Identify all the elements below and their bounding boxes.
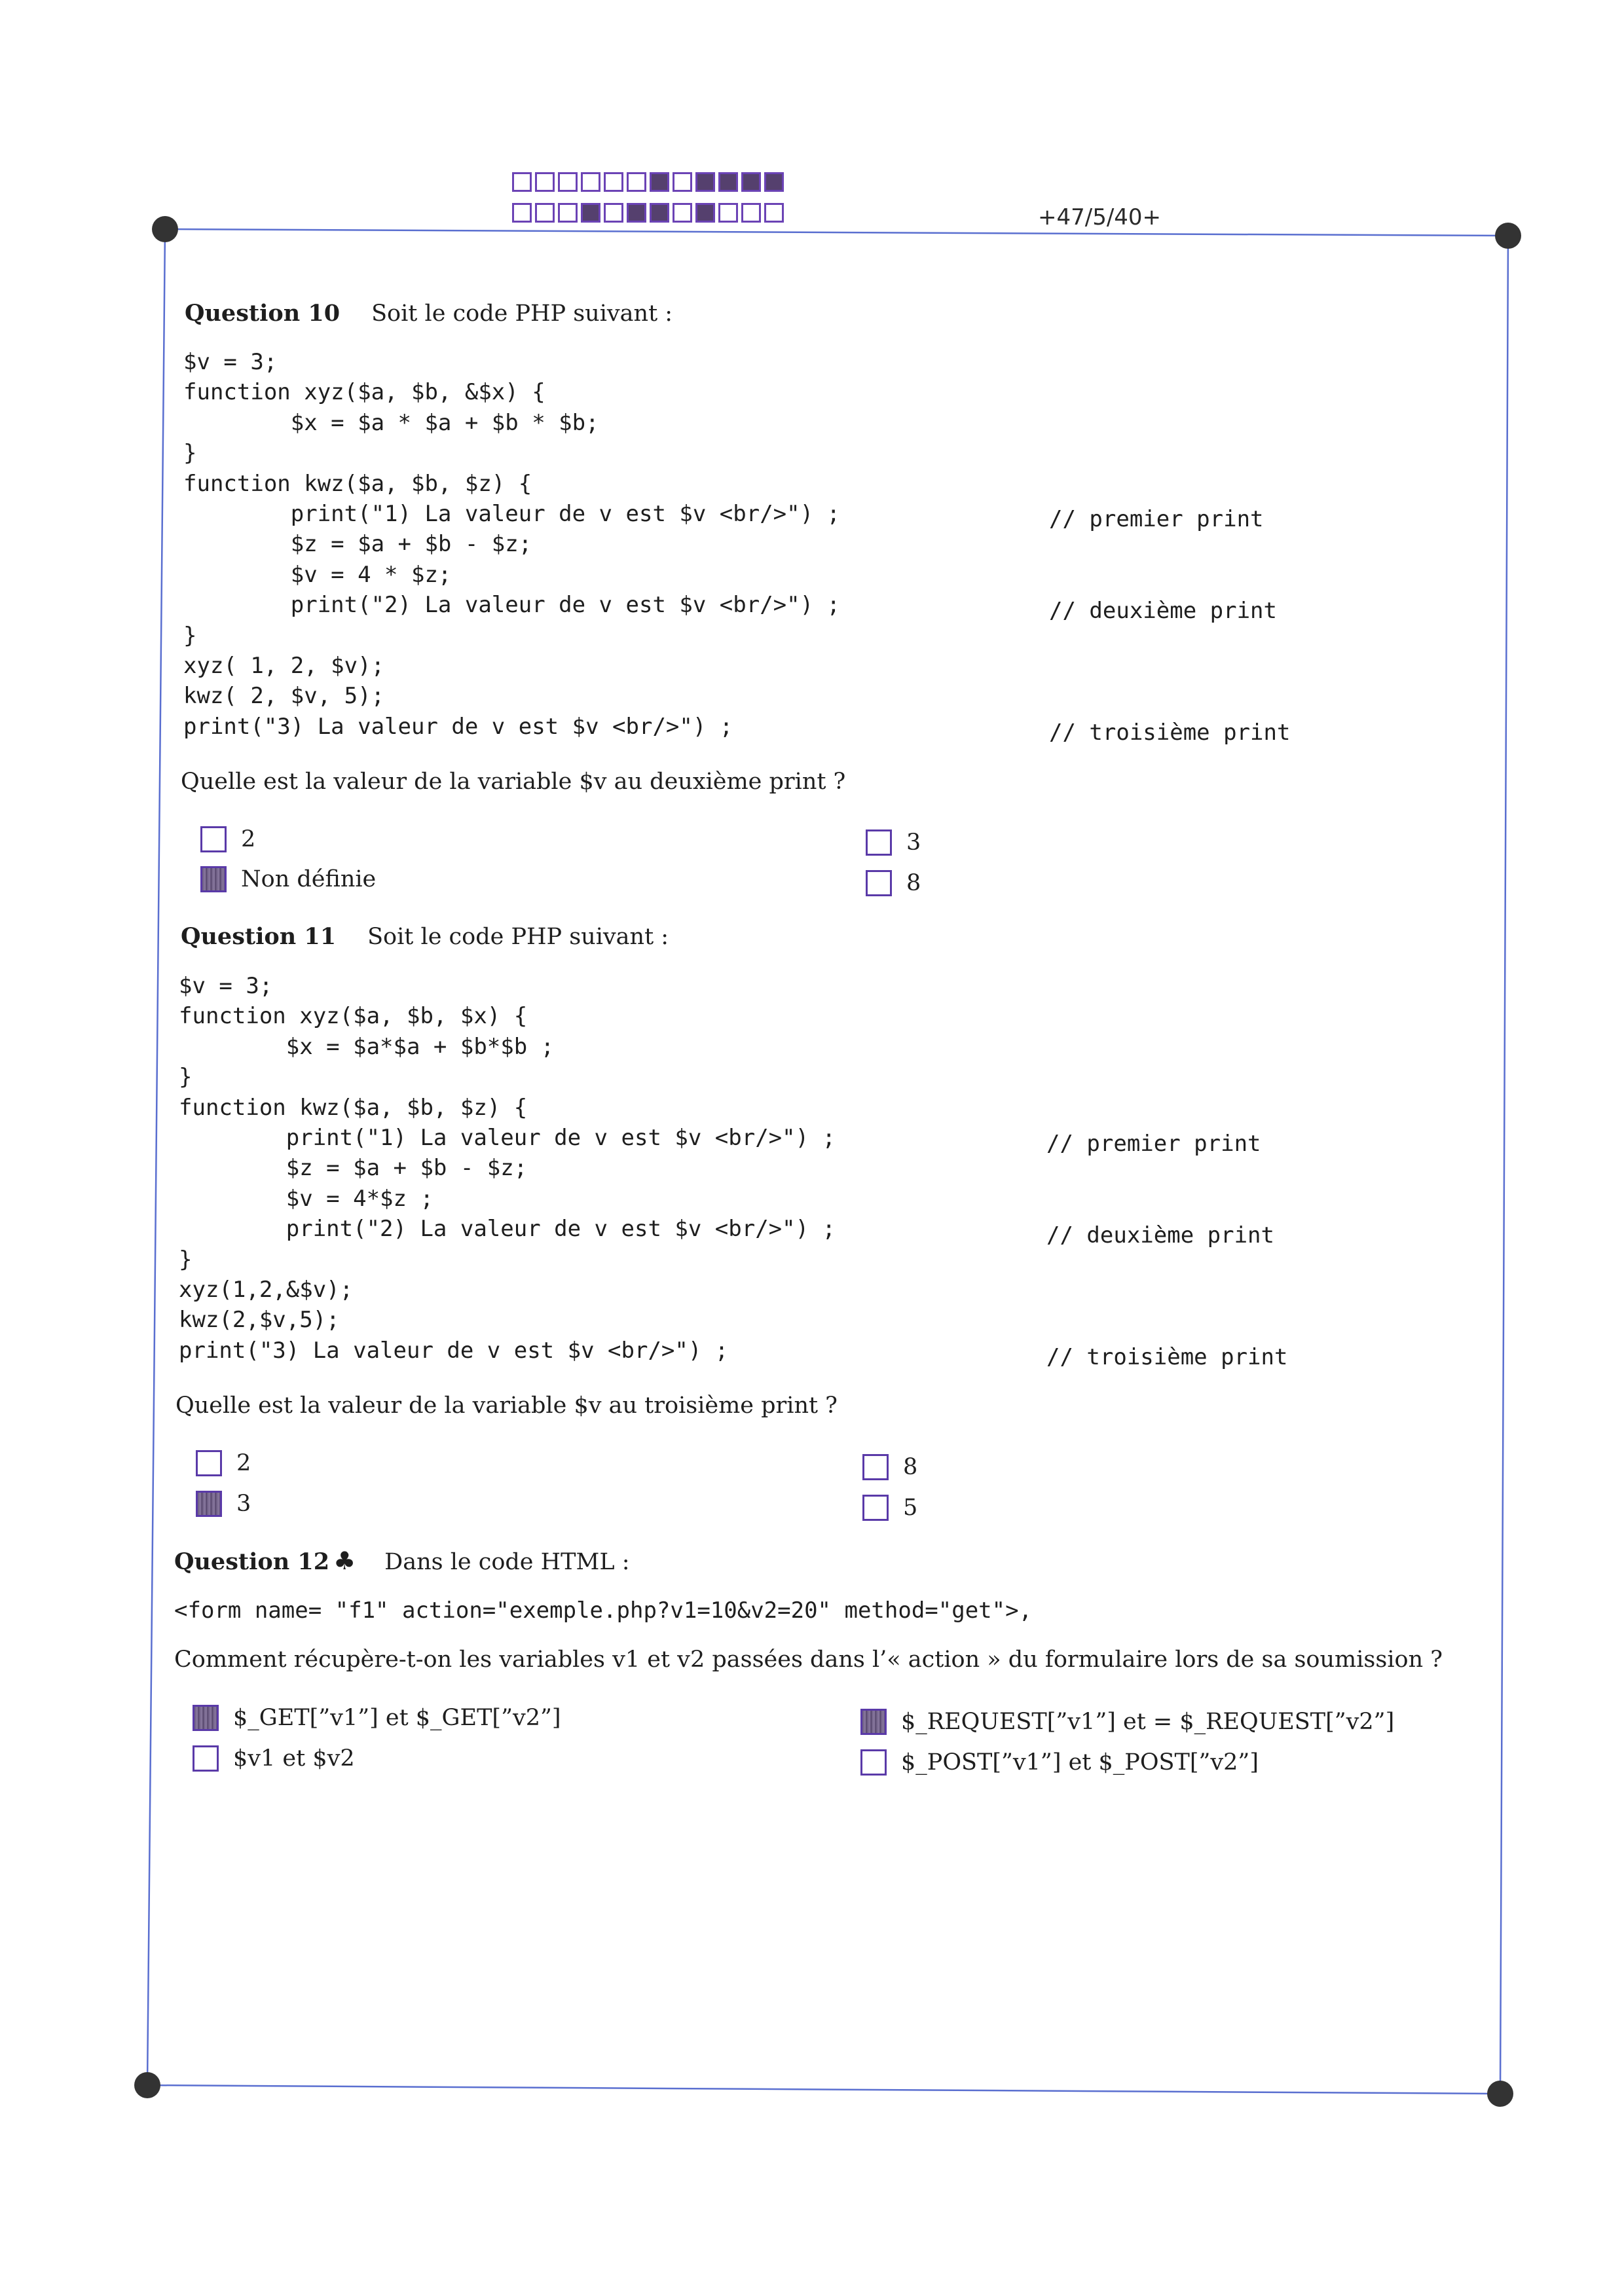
code-cell-empty	[604, 172, 623, 192]
question-12-answer-4[interactable]	[860, 1749, 1259, 1776]
code-cell-filled	[695, 203, 715, 223]
code-cell-empty	[512, 203, 532, 223]
question-12-prompt: Dans le code HTML :	[384, 1549, 630, 1575]
checkbox[interactable]	[866, 870, 892, 896]
answer-label: $_GET[”v1”] et $_GET[”v2”]	[233, 1705, 561, 1731]
question-12-answer-2[interactable]	[193, 1745, 355, 1772]
code-line: print("1) La valeur de v est $v <br/>") ;	[179, 1125, 836, 1152]
corner-mark-top-left	[152, 216, 178, 242]
code-line: print("2) La valeur de v est $v <br/>") ;	[183, 592, 841, 619]
answer-label: 3	[236, 1491, 251, 1517]
answer-label: Non définie	[241, 866, 377, 892]
question-12-question: Comment récupère-t-on les variables v1 et v2 passées dans l’« action » du formulaire lors de sa soumission ?	[174, 1647, 1443, 1673]
code-cell-empty	[718, 203, 738, 223]
code-line: kwz( 2, $v, 5);	[183, 683, 385, 710]
question-10-comment-1: // premier print	[1049, 506, 1264, 532]
code-line: $v = 3;	[183, 349, 278, 375]
question-10-prompt: Soit le code PHP suivant :	[371, 301, 673, 327]
id-code-row-2	[512, 203, 787, 223]
answer-label: 8	[906, 870, 921, 896]
checkbox[interactable]	[193, 1745, 219, 1772]
question-11-code	[179, 971, 836, 1366]
checkbox[interactable]	[862, 1495, 889, 1521]
code-cell-filled	[741, 172, 761, 192]
checkbox-checked[interactable]	[200, 866, 227, 892]
code-line: function xyz($a, $b, &$x) {	[183, 379, 545, 406]
code-cell-empty	[558, 172, 578, 192]
code-cell-empty	[535, 172, 555, 192]
code-line: $v = 4*$z ;	[179, 1185, 434, 1212]
checkbox[interactable]	[196, 1450, 222, 1476]
code-cell-empty	[581, 172, 600, 192]
question-10-comment-3: // troisième print	[1049, 720, 1291, 746]
checkbox-checked[interactable]	[196, 1491, 222, 1517]
id-code-row-1	[512, 172, 787, 192]
answer-label: 8	[903, 1454, 918, 1480]
code-line: $v = 4 * $z;	[183, 561, 452, 588]
code-line: $z = $a + $b - $z;	[179, 1155, 528, 1182]
code-cell-empty	[741, 203, 761, 223]
code-line: function xyz($a, $b, $x) {	[179, 1003, 528, 1030]
question-10-answer-2[interactable]	[200, 866, 376, 892]
code-cell-filled	[718, 172, 738, 192]
checkbox[interactable]	[860, 1749, 887, 1776]
code-line: $x = $a * $a + $b * $b;	[183, 409, 599, 436]
question-11-answer-1[interactable]	[196, 1450, 251, 1476]
answer-label: 5	[903, 1495, 918, 1521]
code-line: }	[183, 622, 197, 649]
code-cell-filled	[650, 203, 669, 223]
corner-mark-top-right	[1495, 223, 1521, 249]
club-icon: ♣	[333, 1546, 356, 1575]
answer-label: $v1 et $v2	[233, 1745, 355, 1772]
question-11-header	[181, 923, 669, 950]
code-line: print("3) La valeur de v est $v <br/>") ;	[179, 1337, 729, 1364]
question-12-answer-1[interactable]	[193, 1705, 561, 1731]
question-11-prompt: Soit le code PHP suivant :	[367, 924, 669, 950]
code-line: xyz( 1, 2, $v);	[183, 653, 385, 680]
question-11-answer-3[interactable]	[862, 1454, 917, 1480]
checkbox-checked[interactable]	[193, 1705, 219, 1731]
question-12-header	[174, 1546, 630, 1575]
question-11-comment-3: // troisième print	[1046, 1344, 1288, 1370]
code-cell-empty	[558, 203, 578, 223]
code-cell-empty	[764, 203, 784, 223]
code-cell-filled	[650, 172, 669, 192]
question-10-number: Question 10	[185, 300, 341, 327]
code-line: }	[179, 1064, 193, 1091]
page-id: +47/5/40+	[1038, 204, 1162, 230]
question-11-number: Question 11	[181, 923, 337, 950]
code-cell-filled	[695, 172, 715, 192]
code-line: xyz(1,2,&$v);	[179, 1277, 354, 1303]
code-line: function kwz($a, $b, $z) {	[183, 470, 532, 497]
corner-mark-bottom-right	[1487, 2081, 1513, 2107]
code-cell-filled	[627, 203, 646, 223]
question-11-comment-1: // premier print	[1046, 1131, 1261, 1157]
code-cell-empty	[535, 203, 555, 223]
answer-label: 2	[241, 826, 256, 852]
answer-label: 3	[906, 829, 921, 856]
corner-mark-bottom-left	[134, 2072, 160, 2098]
checkbox[interactable]	[866, 829, 892, 856]
checkbox-checked[interactable]	[860, 1709, 887, 1735]
checkbox[interactable]	[862, 1454, 889, 1480]
answer-label: $_REQUEST[”v1”] et = $_REQUEST[”v2”]	[901, 1709, 1395, 1735]
code-line: $x = $a*$a + $b*$b ;	[179, 1033, 555, 1060]
question-10-comment-2: // deuxième print	[1049, 598, 1277, 624]
code-line: kwz(2,$v,5);	[179, 1307, 340, 1334]
question-10-answer-3[interactable]	[866, 829, 921, 856]
code-cell-empty	[604, 203, 623, 223]
code-cell-filled	[581, 203, 600, 223]
code-line: $z = $a + $b - $z;	[183, 531, 532, 558]
code-cell-empty	[673, 203, 692, 223]
question-10-answer-4[interactable]	[866, 870, 921, 896]
code-line: $v = 3;	[179, 973, 273, 999]
code-cell-empty	[512, 172, 532, 192]
code-line: }	[183, 440, 197, 467]
checkbox[interactable]	[200, 826, 227, 852]
question-11-answer-4[interactable]	[862, 1495, 917, 1521]
code-line: print("1) La valeur de v est $v <br/>") ;	[183, 501, 841, 528]
code-line: function kwz($a, $b, $z) {	[179, 1094, 528, 1121]
question-11-comment-2: // deuxième print	[1046, 1222, 1274, 1248]
code-line: }	[179, 1246, 193, 1273]
code-cell-empty	[627, 172, 646, 192]
question-12-answer-3[interactable]	[860, 1709, 1394, 1735]
question-12-html-code: <form name= "f1" action="exemple.php?v1=10&v2=20" method="get">,	[174, 1597, 1033, 1624]
answer-label: 2	[236, 1450, 251, 1476]
answer-label: $_POST[”v1”] et $_POST[”v2”]	[901, 1749, 1259, 1776]
question-10-answer-1[interactable]	[200, 826, 255, 852]
code-cell-filled	[764, 172, 784, 192]
question-10-question: Quelle est la valeur de la variable $v au deuxième print ?	[181, 769, 846, 795]
code-line: print("2) La valeur de v est $v <br/>") ;	[179, 1216, 836, 1243]
code-cell-empty	[673, 172, 692, 192]
question-10-code	[183, 347, 840, 742]
question-11-question: Quelle est la valeur de la variable $v au troisième print ?	[175, 1393, 838, 1419]
question-10-header	[185, 300, 673, 327]
question-11-answer-2[interactable]	[196, 1491, 251, 1517]
code-line: print("3) La valeur de v est $v <br/>") ;	[183, 713, 733, 740]
question-12-number: Question 12	[174, 1548, 330, 1575]
